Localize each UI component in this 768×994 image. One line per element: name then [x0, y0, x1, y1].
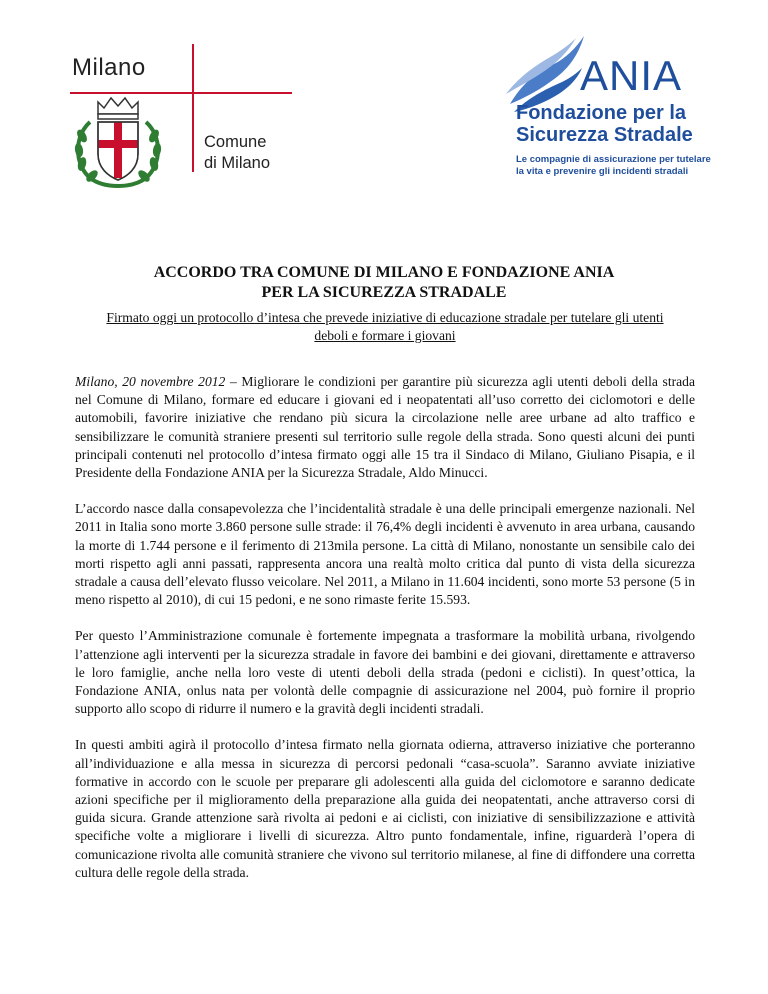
comune-di-milano-text: [204, 132, 270, 174]
title-line-2: PER LA SICUREZZA STRADALE: [261, 284, 507, 301]
paragraph-2: L’accordo nasce dalla consapevolezza che l’incidentalità stradale è una delle principali emergenze nazionali. Nel 2011 in Italia sono morte 3.860 persone sulle strade: il 76,4% degli incidenti è avvenuto in area urbana, causando la morte di 1.744 persone e il ferimento di 213mila persone. La città di Milano, nonostante un sensibile calo dei morti rispetto agli anni passati, rappresenta ancora una realtà molto critica dal punto di vista della sicurezza stradale a causa dell’elevato flusso veicolare. Nel 2011, a Milano in 11.604 incidenti, sono morte 53 persone (5 in meno rispetto al 2010), di cui 15 pedoni, e ne sono rimaste ferite 15.593.: [75, 501, 695, 608]
document-title: [74, 263, 694, 303]
paragraph-1: [75, 373, 695, 482]
milano-crest-icon: [68, 92, 168, 190]
di-milano-line: di Milano: [204, 154, 271, 172]
document-body: [75, 373, 695, 900]
dateline: Milano, 20 novembre 2012: [75, 374, 226, 389]
tagline-line-1: Le compagnie di assicurazione per tutelare: [516, 154, 711, 165]
paragraph-3: Per questo l’Amministrazione comunale è fortemente impegnata a trasformare la mobilità urbana, rivolgendo l’attenzione agli interventi per la sicurezza stradale in favore dei bambini e dei giovani, direttamente e attraverso le loro famiglie, anche nella loro veste di utenti deboli della strada (pedoni e ciclisti). In quest’ottica, la Fondazione ANIA, onlus nata per volontà delle compagnie di assicurazione nel 2004, può fornire il proprio supporto allo scopo di ridurre il numero e la gravità degli incidenti stradali.: [75, 628, 695, 717]
comune-di-milano-logo: [66, 36, 306, 186]
ania-tagline: [516, 154, 711, 178]
fondazione-ania-logo: [500, 30, 740, 180]
tagline-line-2: la vita e prevenire gli incidenti stradali: [516, 166, 689, 177]
fondazione-name: [516, 102, 693, 146]
logo-red-vertical-line: [192, 44, 194, 172]
milano-wordmark: Milano: [72, 54, 146, 81]
document-subtitle: Firmato oggi un protocollo d’intesa che prevede iniziative di educazione stradale per tutelare gli utenti deboli e formare i giovani: [106, 310, 664, 343]
title-line-1: ACCORDO TRA COMUNE DI MILANO E FONDAZIONE ANIA: [153, 264, 615, 281]
paragraph-4: In questi ambiti agirà il protocollo d’intesa firmato nella giornata odierna, attraverso iniziative che porteranno all’individuazione e alla messa in sicurezza di percorsi pedonali “casa-scuola”. Saranno avviate iniziative formative in accordo con le scuole per preparare gli adolescenti alla guida del ciclomotore e saranno dedicate azioni specifiche per il miglioramento della preparazione alla guida dei neopatentati, anche attraverso corsi di guida sicura. Grande attenzione sarà rivolta ai pedoni e ai ciclisti, con iniziative di sensibilizzazione e attività specifiche volte a migliorare i livelli di sicurezza. Altro punto fondamentale, infine, riguarderà l’opera di comunicazione rivolta alle comunità straniere che vivono sul territorio milanese, al fine di diffondere una corretta cultura delle regole della strada.: [75, 737, 695, 880]
fondazione-line-2: Sicurezza Stradale: [516, 124, 693, 146]
ania-wordmark: ANIA: [580, 52, 683, 99]
comune-line: Comune: [204, 133, 267, 151]
fondazione-line-1: Fondazione per la: [516, 102, 687, 124]
paragraph-1-text: – Migliorare le condizioni per garantire più sicurezza agli utenti deboli della strada nel Comune di Milano, formare ed educare i giovani ed i neopatentati all’uso corretto dei ciclomotori e delle automobili, favorire iniziative che rendano più sicura la circolazione nelle aree urbane ad alto traffico e sensibilizzare le comunità straniere presenti sul territorio sulle regole della strada. Sono questi alcuni dei punti principali contenuti nel protocollo d’intesa firmato oggi alle 15 tra il Sindaco di Milano, Giuliano Pisapia, e il Presidente della Fondazione ANIA per la Sicurezza Stradale, Aldo Minucci.: [75, 374, 695, 481]
